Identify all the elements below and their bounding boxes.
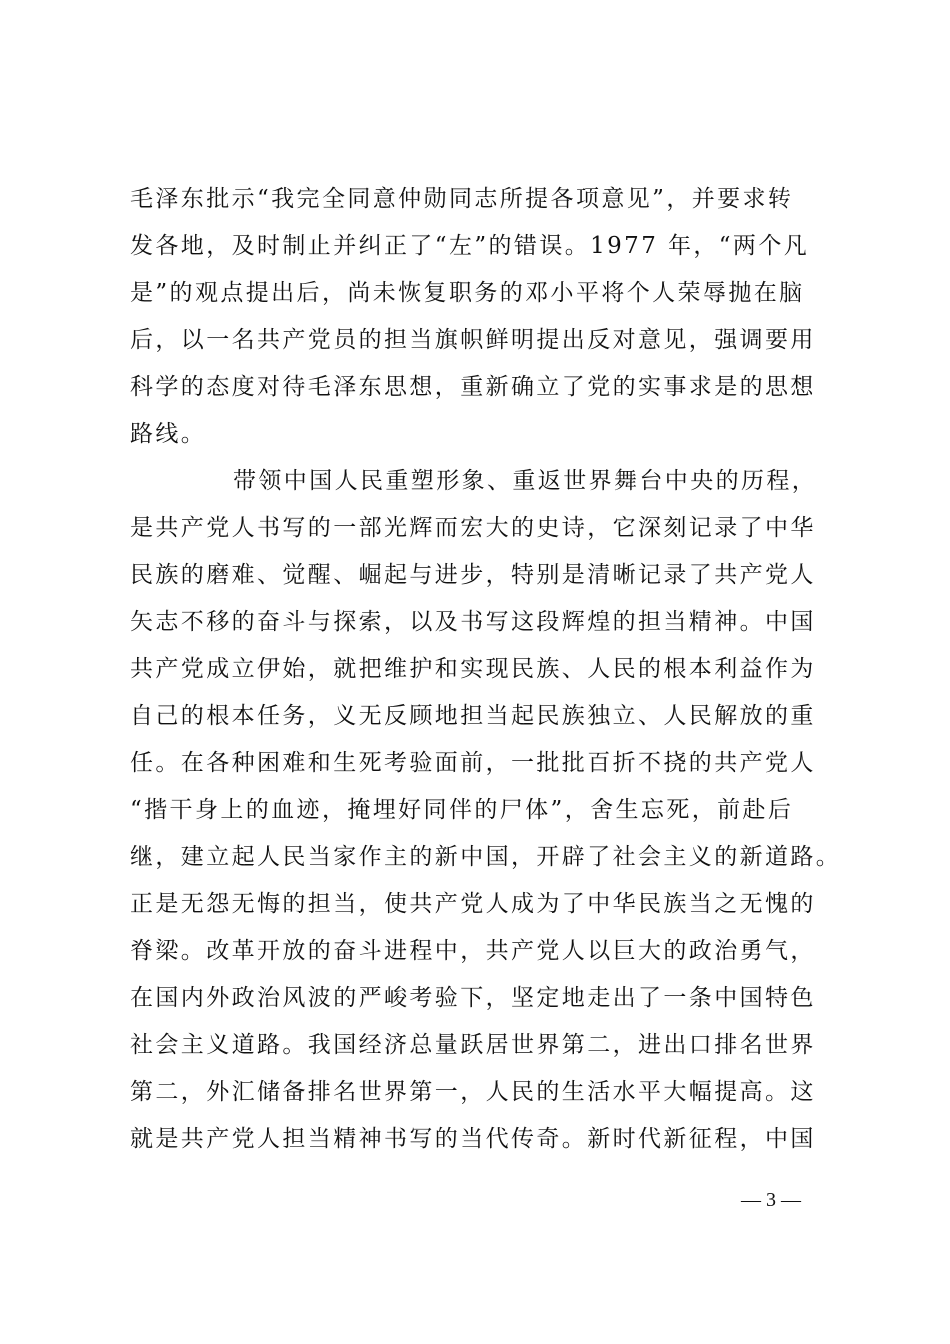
text-line: 正是无怨无悔的担当，使共产党人成为了中华民族当之无愧的: [130, 891, 816, 917]
text-line: 在国内外政治风波的严峻考验下，坚定地走出了一条中国特色: [130, 985, 816, 1011]
text-line: 路线。: [130, 421, 207, 447]
text-line: 毛泽东批示“我完全同意仲勋同志所提各项意见”，并要求转: [130, 186, 794, 212]
text-line: “揩干身上的血迹，掩埋好同伴的尸体”，舍生忘死，前赴后: [130, 797, 794, 823]
text-line: 民族的磨难、觉醒、崛起与进步，特别是清晰记录了共产党人: [130, 562, 816, 588]
text-line: 后，以一名共产党员的担当旗帜鲜明提出反对意见，强调要用: [130, 327, 816, 353]
text-line: 继，建立起人民当家作主的新中国，开辟了社会主义的新道路。: [130, 844, 842, 870]
text-line: 社会主义道路。我国经济总量跃居世界第二，进出口排名世界: [130, 1032, 816, 1058]
text-line: 脊梁。改革开放的奋斗进程中，共产党人以巨大的政治勇气，: [130, 938, 816, 964]
text-line: 自己的根本任务，义无反顾地担当起民族独立、人民解放的重: [130, 703, 816, 729]
text-line: 是共产党人书写的一部光辉而宏大的史诗，它深刻记录了中华: [130, 515, 816, 541]
paragraph-start-line: 带领中国人民重塑形象、重返世界舞台中央的历程，: [233, 468, 818, 494]
text-line: 任。在各种困难和生死考验面前，一批批百折不挠的共产党人: [130, 750, 816, 776]
text-line: 是”的观点提出后，尚未恢复职务的邓小平将个人荣辱抛在脑: [130, 280, 805, 306]
page-number: — 3 —: [741, 1189, 801, 1211]
text-line: 第二，外汇储备排名世界第一，人民的生活水平大幅提高。这: [130, 1079, 816, 1105]
text-line: 共产党成立伊始，就把维护和实现民族、人民的根本利益作为: [130, 656, 816, 682]
text-line: 矢志不移的奋斗与探索，以及书写这段辉煌的担当精神。中国: [130, 609, 816, 635]
text-line: 发各地，及时制止并纠正了“左”的错误。1977 年，“两个凡: [130, 233, 810, 259]
text-line: 就是共产党人担当精神书写的当代传奇。新时代新征程，中国: [130, 1126, 816, 1152]
body-text: [130, 176, 850, 1163]
text-line: 科学的态度对待毛泽东思想，重新确立了党的实事求是的思想: [130, 374, 816, 400]
